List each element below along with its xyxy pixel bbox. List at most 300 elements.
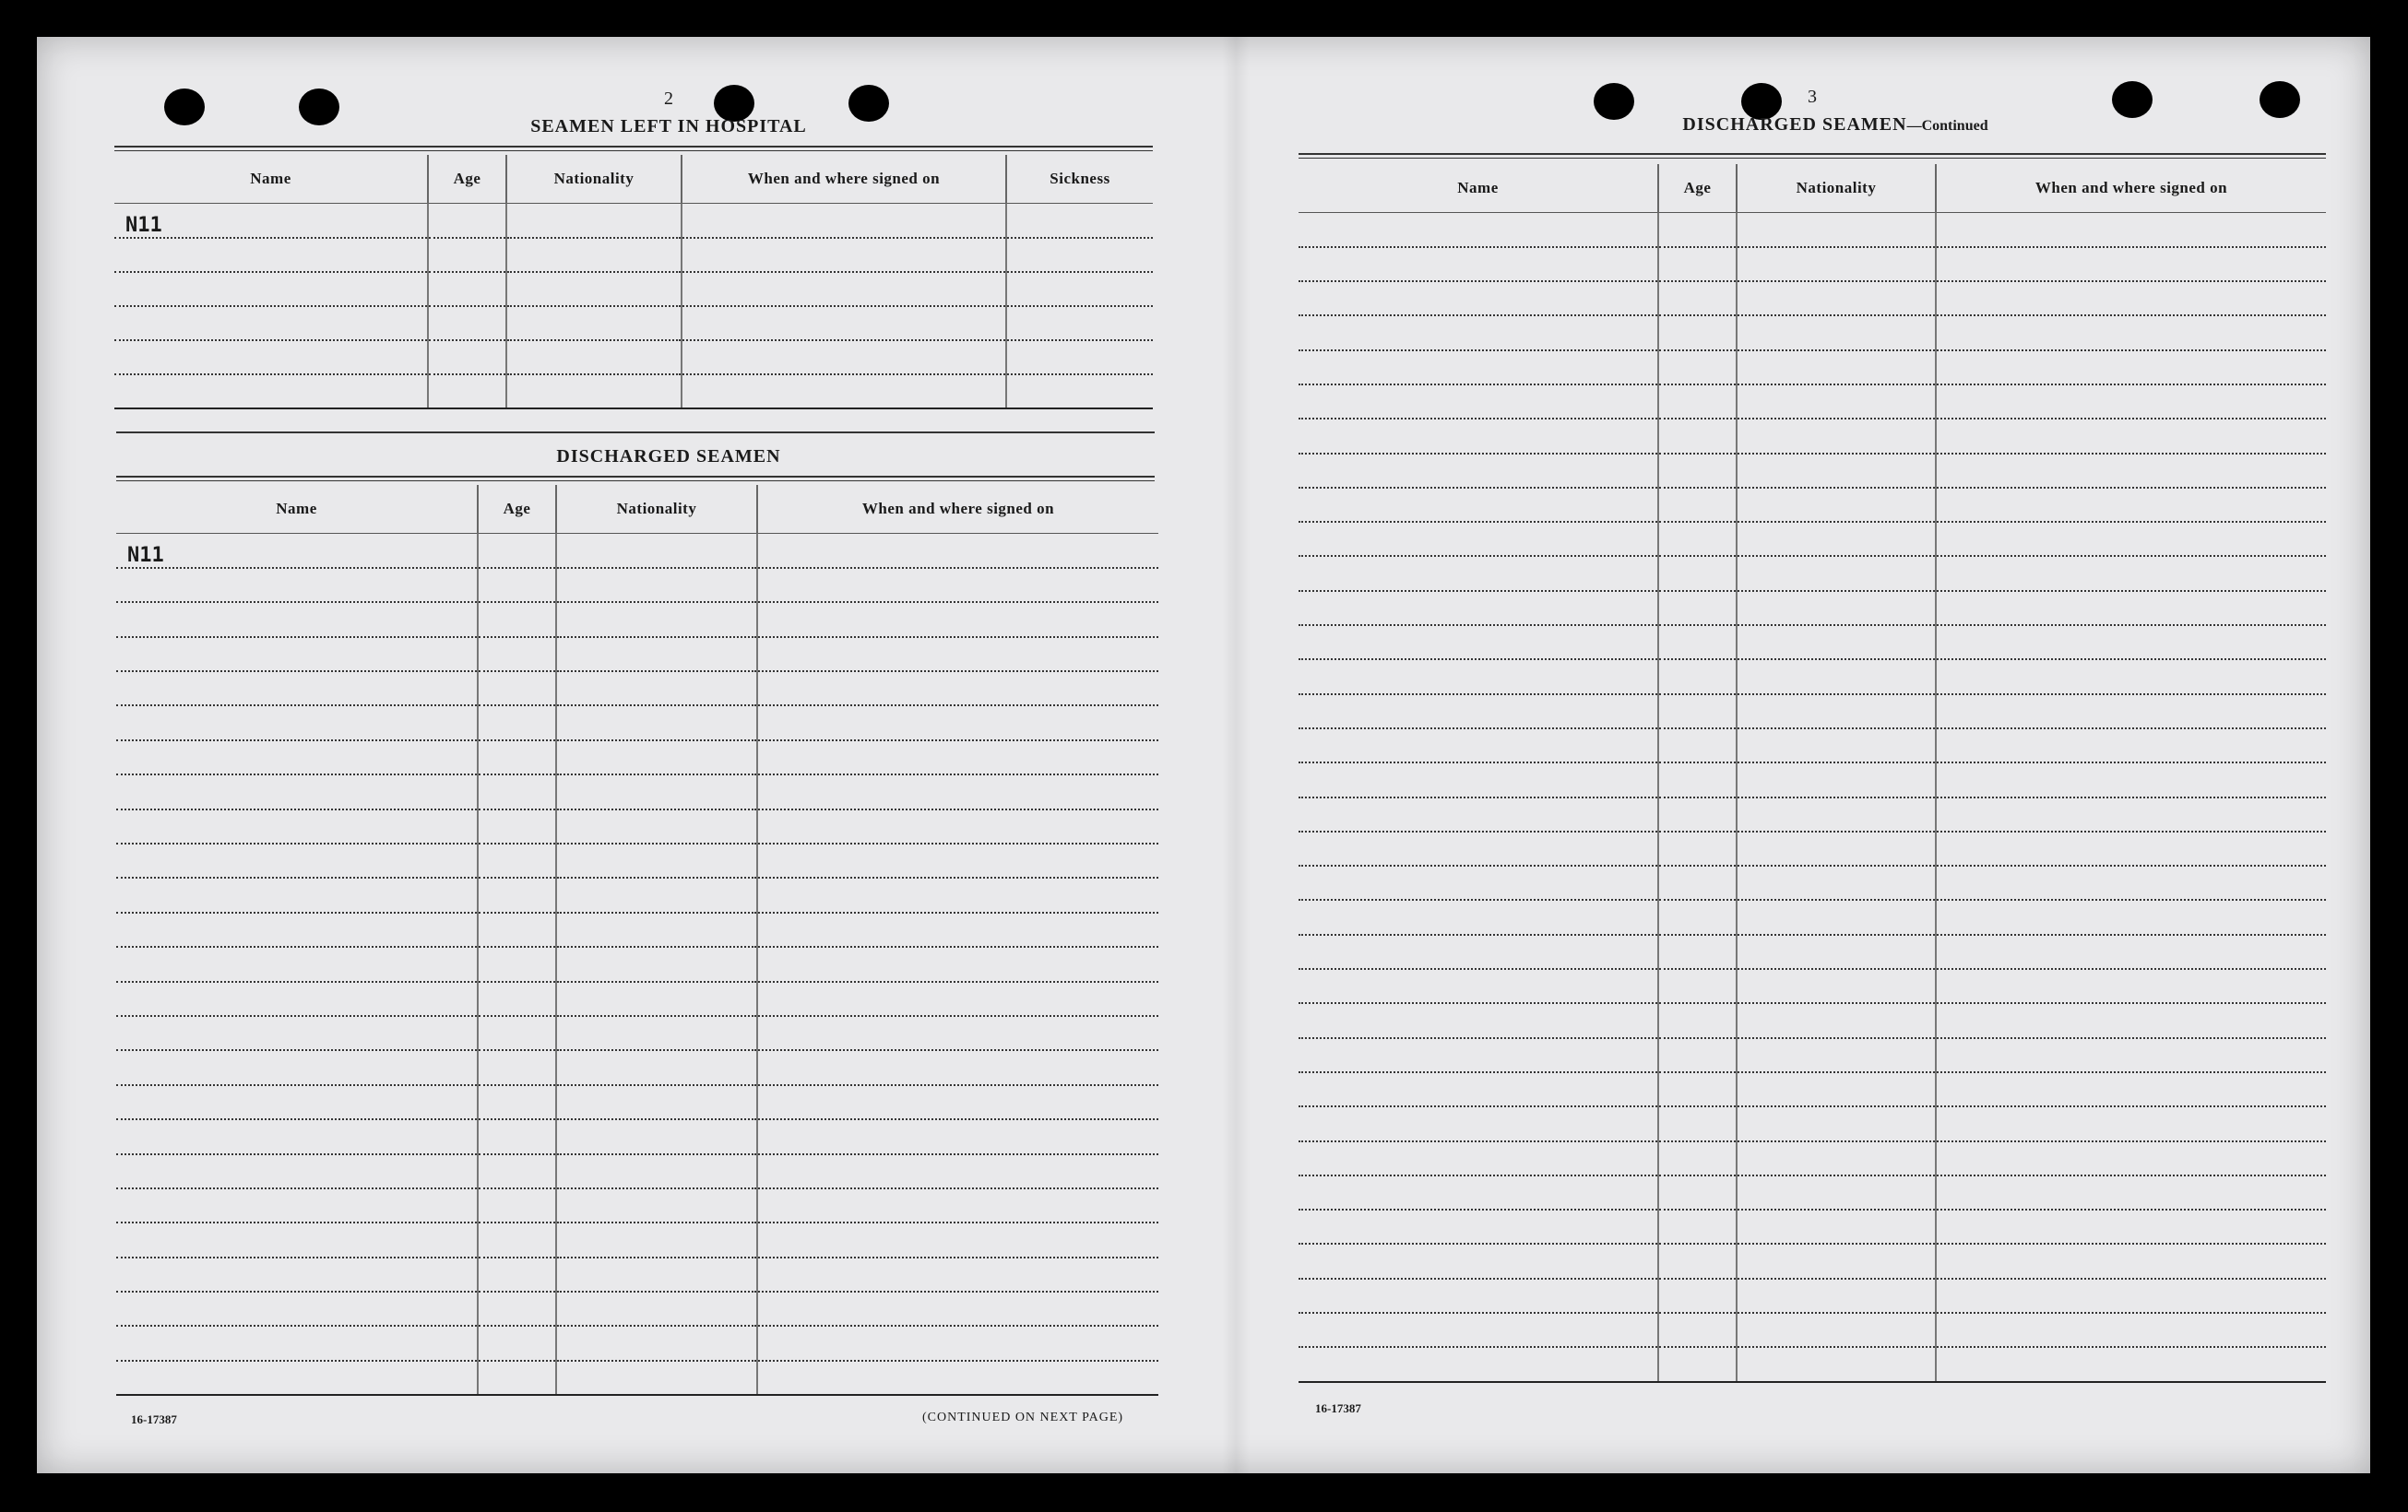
discharged-cell: [757, 774, 1158, 809]
right-cell: [1658, 832, 1737, 866]
discharged-cell: [757, 1361, 1158, 1395]
discharged-cell: [116, 1119, 478, 1153]
right-cell: [1737, 591, 1936, 625]
table-row: [1299, 969, 2326, 1003]
discharged-top-rule: [116, 476, 1155, 481]
discharged-cell: [116, 1292, 478, 1326]
right-cell: [1299, 1003, 1658, 1037]
right-cell: [1299, 591, 1658, 625]
table-row: [1299, 1106, 2326, 1140]
discharged-cell: [116, 1016, 478, 1050]
right-cell: [1658, 1244, 1737, 1278]
discharged-cell: [478, 534, 556, 568]
table-row: [1299, 832, 2326, 866]
table-row: [116, 1361, 1158, 1395]
table-row: [1299, 1347, 2326, 1381]
hospital-header-2: Nationality: [506, 155, 682, 204]
table-row: [1299, 1038, 2326, 1072]
right-cell: [1658, 625, 1737, 659]
right-title-main: DISCHARGED SEAMEN: [1682, 114, 1907, 135]
table-row: [1299, 454, 2326, 488]
discharged-cell: [478, 1119, 556, 1153]
discharged-cell: [116, 637, 478, 671]
page-spine: [1222, 37, 1250, 1473]
discharged-cell: [478, 740, 556, 774]
table-row: [1299, 1313, 2326, 1347]
discharged-cell: [757, 844, 1158, 878]
discharged-cell: [556, 1154, 757, 1188]
discharged-cell: [757, 913, 1158, 947]
hospital-cell: [428, 306, 506, 340]
table-row: [1299, 488, 2326, 522]
hospital-section-title: SEAMEN LEFT IN HOSPITAL: [530, 116, 807, 136]
discharged-cell: N11: [116, 534, 478, 568]
hospital-cell: [428, 374, 506, 408]
table-row: [116, 534, 1158, 568]
right-cell: [1737, 1003, 1936, 1037]
right-cell: [1299, 832, 1658, 866]
right-cell: [1936, 1003, 2326, 1037]
discharged-cell: [116, 1361, 478, 1395]
right-cell: [1658, 281, 1737, 315]
discharged-cell: [556, 1258, 757, 1292]
right-cell: [1737, 832, 1936, 866]
discharged-cell: [116, 774, 478, 809]
discharged-cell: [478, 637, 556, 671]
hospital-cell: [428, 272, 506, 306]
right-cell: [1658, 694, 1737, 728]
right-cell: [1658, 797, 1737, 832]
right-cell: [1299, 866, 1658, 900]
right-cell: [1737, 213, 1936, 247]
table-row: [116, 982, 1158, 1016]
discharged-cell: [757, 740, 1158, 774]
right-cell: [1658, 1175, 1737, 1210]
discharged-cell: [556, 602, 757, 636]
right-cell: [1658, 488, 1737, 522]
right-cell: [1936, 213, 2326, 247]
right-header-0: Name: [1299, 164, 1658, 213]
right-cell: [1658, 1313, 1737, 1347]
table-row: [1299, 1003, 2326, 1037]
hospital-cell: [682, 374, 1006, 408]
right-cell: [1658, 522, 1737, 556]
right-title-suffix: —Continued: [1906, 118, 1988, 134]
hospital-cell: [1006, 204, 1153, 238]
discharged-cell: [116, 568, 478, 602]
table-row: [1299, 866, 2326, 900]
hospital-header-0: Name: [114, 155, 428, 204]
right-cell: [1936, 1175, 2326, 1210]
table-row: [116, 740, 1158, 774]
left-page-number: 2: [664, 89, 673, 109]
discharged-cell: [478, 1085, 556, 1119]
discharged-cell: [556, 774, 757, 809]
right-cell: [1658, 1106, 1737, 1140]
table-row: [1299, 1072, 2326, 1106]
discharged-cell: [556, 1188, 757, 1223]
discharged-cell: [556, 568, 757, 602]
right-cell: [1737, 1279, 1936, 1313]
hospital-header-4: Sickness: [1006, 155, 1153, 204]
hospital-bottom-rule: [116, 431, 1155, 433]
discharged-cell: [116, 1085, 478, 1119]
discharged-cell: [478, 913, 556, 947]
right-cell: [1299, 625, 1658, 659]
discharged-cell: [556, 1292, 757, 1326]
discharged-cell: [757, 1050, 1158, 1084]
right-cell: [1936, 694, 2326, 728]
discharged-header-row: [116, 485, 1158, 534]
right-cell: [1737, 454, 1936, 488]
discharged-cell: [757, 602, 1158, 636]
right-cell: [1936, 866, 2326, 900]
right-cell: [1299, 1038, 1658, 1072]
table-row: [1299, 1175, 2326, 1210]
table-row: [116, 637, 1158, 671]
right-cell: [1737, 522, 1936, 556]
discharged-cell: [116, 878, 478, 912]
table-row: [1299, 694, 2326, 728]
discharged-cell: [478, 1292, 556, 1326]
right-cell: [1299, 1072, 1658, 1106]
right-cell: [1658, 969, 1737, 1003]
hospital-cell: [114, 340, 428, 374]
right-cell: [1658, 384, 1737, 419]
discharged-cell: [478, 1361, 556, 1395]
hospital-cell: N11: [114, 204, 428, 238]
right-cell: [1936, 1244, 2326, 1278]
discharged-cell: [556, 1361, 757, 1395]
hospital-header-row: [114, 155, 1153, 204]
discharged-table: [116, 485, 1158, 1396]
right-cell: [1936, 1210, 2326, 1244]
right-cell: [1658, 591, 1737, 625]
discharged-cell: [556, 637, 757, 671]
right-cell: [1936, 1313, 2326, 1347]
hospital-cell: [682, 238, 1006, 272]
hospital-cell: [682, 340, 1006, 374]
discharged-cell: [478, 1188, 556, 1223]
hospital-cell: [506, 238, 682, 272]
hospital-rows: [114, 204, 1153, 408]
table-row: [116, 1154, 1158, 1188]
right-header-3: When and where signed on: [1936, 164, 2326, 213]
discharged-cell: [116, 1223, 478, 1257]
right-cell: [1936, 419, 2326, 453]
discharged-cell: [757, 1016, 1158, 1050]
discharged-cell: [757, 534, 1158, 568]
table-row: [116, 774, 1158, 809]
hospital-cell: [682, 204, 1006, 238]
right-cell: [1936, 1141, 2326, 1175]
table-row: [1299, 900, 2326, 934]
discharged-cell: [556, 1016, 757, 1050]
right-cell: [1737, 1141, 1936, 1175]
table-row: [116, 1016, 1158, 1050]
table-row: [1299, 384, 2326, 419]
discharged-cell: [556, 740, 757, 774]
right-cell: [1936, 728, 2326, 762]
right-cell: [1658, 659, 1737, 693]
right-cell: [1936, 832, 2326, 866]
discharged-cell: [478, 568, 556, 602]
discharged-cell: [757, 1119, 1158, 1153]
discharged-header-0: Name: [116, 485, 478, 534]
hospital-cell: [682, 272, 1006, 306]
right-cell: [1936, 1279, 2326, 1313]
discharged-cell: [478, 1154, 556, 1188]
right-cell: [1658, 1072, 1737, 1106]
table-row: [116, 844, 1158, 878]
right-cell: [1936, 1347, 2326, 1381]
right-cell: [1737, 384, 1936, 419]
right-cell: [1737, 350, 1936, 384]
hospital-cell: [506, 204, 682, 238]
discharged-cell: [757, 809, 1158, 844]
right-cell: [1936, 281, 2326, 315]
discharged-cell: [116, 1326, 478, 1360]
right-cell: [1299, 1141, 1658, 1175]
right-cell: [1299, 969, 1658, 1003]
table-row: [1299, 591, 2326, 625]
right-cell: [1658, 419, 1737, 453]
hospital-cell: [114, 374, 428, 408]
right-cell: [1299, 556, 1658, 590]
punch-hole: [2260, 81, 2300, 118]
right-cell: [1936, 384, 2326, 419]
hospital-cell: [114, 272, 428, 306]
table-row: [116, 602, 1158, 636]
discharged-cell: [116, 809, 478, 844]
discharged-cell: [757, 671, 1158, 705]
table-row: [116, 1119, 1158, 1153]
right-cell: [1737, 1313, 1936, 1347]
right-cell: [1299, 315, 1658, 349]
hospital-header-1: Age: [428, 155, 506, 204]
table-row: [1299, 762, 2326, 797]
discharged-header-3: When and where signed on: [757, 485, 1158, 534]
discharged-cell: [757, 1326, 1158, 1360]
right-cell: [1737, 1347, 1936, 1381]
discharged-cell: [757, 947, 1158, 981]
punch-hole: [164, 89, 205, 125]
hospital-cell: [506, 340, 682, 374]
discharged-cell: [556, 671, 757, 705]
discharged-cell: [556, 1223, 757, 1257]
right-cell: [1737, 797, 1936, 832]
right-cell: [1737, 1210, 1936, 1244]
hospital-cell: [506, 272, 682, 306]
discharged-cell: [556, 534, 757, 568]
right-cell: [1299, 797, 1658, 832]
right-cell: [1737, 556, 1936, 590]
table-row: [116, 1326, 1158, 1360]
right-cell: [1737, 1106, 1936, 1140]
right-cell: [1936, 1038, 2326, 1072]
right-cell: [1658, 728, 1737, 762]
right-cell: [1936, 625, 2326, 659]
discharged-cell: [116, 844, 478, 878]
right-cell: [1299, 900, 1658, 934]
hospital-cell: [506, 306, 682, 340]
hospital-cell: [428, 204, 506, 238]
table-row: [1299, 1244, 2326, 1278]
right-cell: [1737, 419, 1936, 453]
hospital-top-rule: [114, 146, 1153, 151]
right-cell: [1658, 213, 1737, 247]
right-cell: [1737, 1038, 1936, 1072]
table-row: [1299, 522, 2326, 556]
right-cell: [1658, 935, 1737, 969]
table-row: [116, 913, 1158, 947]
right-cell: [1936, 1106, 2326, 1140]
right-cell: [1299, 1244, 1658, 1278]
right-cell: [1936, 797, 2326, 832]
right-form-number: 16-17387: [1315, 1401, 1361, 1415]
table-row: [116, 1050, 1158, 1084]
discharged-cell: [478, 774, 556, 809]
discharged-cell: [116, 982, 478, 1016]
right-cell: [1299, 350, 1658, 384]
discharged-cell: [116, 1258, 478, 1292]
continued-note: (CONTINUED ON NEXT PAGE): [922, 1411, 1124, 1424]
hospital-cell: [1006, 340, 1153, 374]
right-cell: [1658, 1038, 1737, 1072]
right-discharged-table: [1299, 164, 2326, 1383]
right-cell: [1737, 694, 1936, 728]
right-cell: [1299, 935, 1658, 969]
right-cell: [1299, 1313, 1658, 1347]
right-cell: [1299, 1279, 1658, 1313]
punch-hole: [2112, 81, 2153, 118]
right-cell: [1936, 969, 2326, 1003]
right-cell: [1299, 694, 1658, 728]
hospital-cell: [114, 238, 428, 272]
discharged-cell: [116, 705, 478, 739]
table-row: [116, 1258, 1158, 1292]
right-cell: [1299, 728, 1658, 762]
discharged-header-1: Age: [478, 485, 556, 534]
table-row: [114, 374, 1153, 408]
right-cell: [1299, 488, 1658, 522]
table-row: [1299, 213, 2326, 247]
table-row: [1299, 247, 2326, 281]
discharged-cell: [556, 1119, 757, 1153]
discharged-cell: [757, 568, 1158, 602]
discharged-cell: [478, 671, 556, 705]
right-cell: [1737, 659, 1936, 693]
hospital-cell: [114, 306, 428, 340]
discharged-cell: [757, 1188, 1158, 1223]
discharged-cell: [757, 878, 1158, 912]
discharged-cell: [757, 637, 1158, 671]
discharged-cell: [116, 671, 478, 705]
hospital-cell: [506, 374, 682, 408]
right-cell: [1658, 1141, 1737, 1175]
right-cell: [1658, 350, 1737, 384]
discharged-rows: [116, 534, 1158, 1396]
table-row: [114, 204, 1153, 238]
right-cell: [1737, 281, 1936, 315]
right-cell: [1936, 762, 2326, 797]
discharged-cell: [116, 947, 478, 981]
table-row: [1299, 797, 2326, 832]
discharged-cell: [478, 1016, 556, 1050]
table-row: [1299, 1210, 2326, 1244]
right-cell: [1936, 350, 2326, 384]
right-section-title: [1605, 114, 2066, 136]
right-cell: [1299, 1106, 1658, 1140]
right-cell: [1737, 1175, 1936, 1210]
discharged-cell: [757, 1154, 1158, 1188]
discharged-cell: [478, 1326, 556, 1360]
right-cell: [1299, 247, 1658, 281]
punch-hole: [299, 89, 339, 125]
right-cell: [1658, 454, 1737, 488]
discharged-cell: [757, 1258, 1158, 1292]
right-cell: [1737, 488, 1936, 522]
discharged-cell: [556, 947, 757, 981]
right-cell: [1936, 488, 2326, 522]
discharged-cell: [478, 1258, 556, 1292]
right-cell: [1658, 866, 1737, 900]
table-row: [1299, 1141, 2326, 1175]
table-row: [1299, 1279, 2326, 1313]
table-row: [114, 272, 1153, 306]
discharged-cell: [757, 982, 1158, 1016]
right-cell: [1737, 625, 1936, 659]
discharged-cell: [478, 809, 556, 844]
right-header-1: Age: [1658, 164, 1737, 213]
right-cell: [1658, 1279, 1737, 1313]
right-cell: [1936, 935, 2326, 969]
right-page-number: 3: [1808, 87, 1817, 107]
right-cell: [1737, 900, 1936, 934]
right-cell: [1658, 1210, 1737, 1244]
table-row: [114, 340, 1153, 374]
table-row: [1299, 659, 2326, 693]
discharged-cell: [478, 844, 556, 878]
right-cell: [1299, 454, 1658, 488]
hospital-header-3: When and where signed on: [682, 155, 1006, 204]
right-cell: [1737, 728, 1936, 762]
discharged-cell: [478, 982, 556, 1016]
right-cell: [1658, 556, 1737, 590]
discharged-cell: [478, 1223, 556, 1257]
discharged-section-title: DISCHARGED SEAMEN: [556, 446, 781, 467]
discharged-cell: [757, 1085, 1158, 1119]
right-cell: [1658, 762, 1737, 797]
hospital-cell: [682, 306, 1006, 340]
discharged-cell: [556, 1326, 757, 1360]
table-row: [114, 238, 1153, 272]
right-rows: [1299, 213, 2326, 1382]
right-cell: [1737, 1244, 1936, 1278]
right-cell: [1658, 315, 1737, 349]
right-cell: [1936, 454, 2326, 488]
discharged-cell: [116, 913, 478, 947]
discharged-cell: [556, 913, 757, 947]
discharged-cell: [478, 705, 556, 739]
right-cell: [1299, 213, 1658, 247]
table-row: [116, 1188, 1158, 1223]
right-cell: [1299, 419, 1658, 453]
discharged-cell: [556, 705, 757, 739]
right-cell: [1299, 522, 1658, 556]
table-row: [1299, 350, 2326, 384]
right-cell: [1737, 247, 1936, 281]
